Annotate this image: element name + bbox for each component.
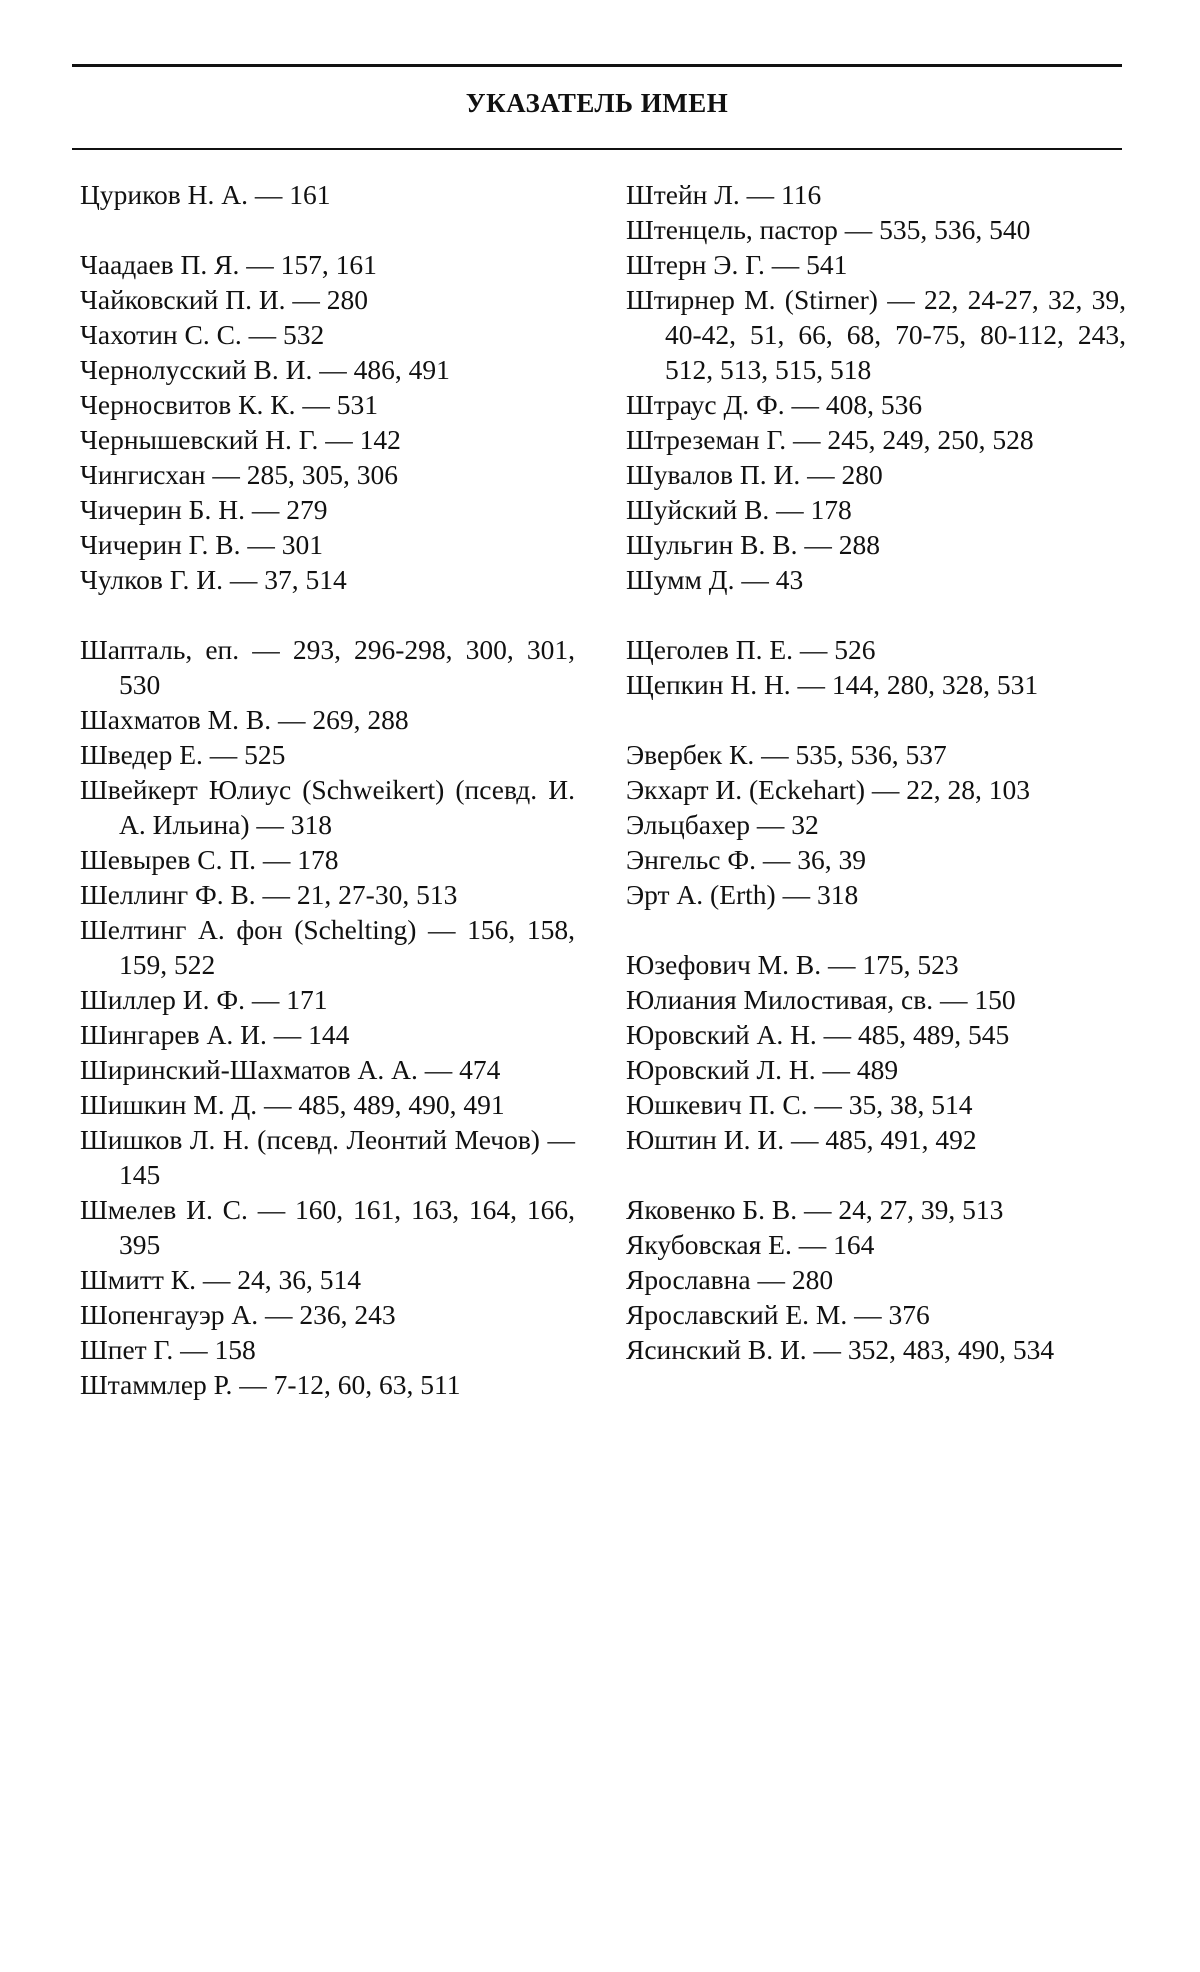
index-entry: Юровский А. Н. — 485, 489, 545 <box>626 1019 1010 1050</box>
index-column-left <box>80 177 575 1402</box>
letter-group <box>626 177 1126 597</box>
index-column-right <box>626 177 1126 1367</box>
index-entry: Юзефович М. В. — 175, 523 <box>626 949 959 980</box>
index-entry: Эрт А. (Erth) — 318 <box>626 879 859 910</box>
letter-group <box>80 632 575 1402</box>
index-entry: Черносвитов К. К. — 531 <box>80 389 378 420</box>
index-entry: Чахотин С. С. — 532 <box>80 319 325 350</box>
letter-group <box>80 177 575 212</box>
index-entry: Шеллинг Ф. В. — 21, 27-30, 513 <box>80 879 458 910</box>
header-rule <box>72 148 1122 150</box>
letter-group-gap <box>626 702 1126 737</box>
index-entry: Щепкин Н. Н. — 144, 280, 328, 531 <box>626 669 1039 700</box>
index-entry: Чичерин Г. В. — 301 <box>80 529 323 560</box>
index-entry: Шишкин М. Д. — 485, 489, 490, 491 <box>80 1089 505 1120</box>
index-entry: Энгельс Ф. — 36, 39 <box>626 844 866 875</box>
letter-group <box>80 247 575 597</box>
index-entry: Цуриков Н. А. — 161 <box>80 179 331 210</box>
index-entry: Шопенгауэр А. — 236, 243 <box>80 1299 396 1330</box>
index-entry: Шапталь, еп. — 293, 296-298, 300, 301, 530 <box>80 634 575 700</box>
letter-group-gap <box>626 912 1126 947</box>
index-entry: Шпет Г. — 158 <box>80 1334 256 1365</box>
index-entry: Штаммлер Р. — 7-12, 60, 63, 511 <box>80 1369 461 1400</box>
index-entry: Шингарев А. И. — 144 <box>80 1019 350 1050</box>
index-entry: Чернолусский В. И. — 486, 491 <box>80 354 450 385</box>
index-entry: Шмитт К. — 24, 36, 514 <box>80 1264 361 1295</box>
index-entry: Яковенко Б. В. — 24, 27, 39, 513 <box>626 1194 1004 1225</box>
index-entry: Шуйский В. — 178 <box>626 494 852 525</box>
index-entry: Чичерин Б. Н. — 279 <box>80 494 328 525</box>
index-entry: Чулков Г. И. — 37, 514 <box>80 564 347 595</box>
index-entry: Шелтинг А. фон (Schelting) — 156, 158, 159, 522 <box>80 914 575 980</box>
index-entry: Штраус Д. Ф. — 408, 536 <box>626 389 923 420</box>
letter-group-gap <box>80 597 575 632</box>
index-entry: Шахматов М. В. — 269, 288 <box>80 704 409 735</box>
index-entry: Юровский Л. Н. — 489 <box>626 1054 899 1085</box>
index-entry: Ярославский Е. М. — 376 <box>626 1299 930 1330</box>
index-entry: Ширинский-Шахматов А. А. — 474 <box>80 1054 501 1085</box>
index-entry: Юшкевич П. С. — 35, 38, 514 <box>626 1089 973 1120</box>
index-entry: Штирнер М. (Stirner) — 22, 24-27, 32, 39, 40-42, 51, 66, 68, 70-75, 80-112, 243, 512, 513, 515, 518 <box>626 284 1126 385</box>
letter-group <box>626 1192 1126 1367</box>
letter-group-gap <box>80 212 575 247</box>
index-entry: Штейн Л. — 116 <box>626 179 822 210</box>
index-entry: Ярославна — 280 <box>626 1264 834 1295</box>
index-entry: Чингисхан — 285, 305, 306 <box>80 459 398 490</box>
index-entry: Ясинский В. И. — 352, 483, 490, 534 <box>626 1334 1055 1365</box>
letter-group <box>626 737 1126 912</box>
index-entry: Юштин И. И. — 485, 491, 492 <box>626 1124 977 1155</box>
index-entry: Чернышевский Н. Г. — 142 <box>80 424 401 455</box>
index-entry: Шувалов П. И. — 280 <box>626 459 883 490</box>
index-entry: Шиллер И. Ф. — 171 <box>80 984 328 1015</box>
index-entry: Чайковский П. И. — 280 <box>80 284 369 315</box>
index-entry: Эльцбахер — 32 <box>626 809 819 840</box>
index-entry: Штерн Э. Г. — 541 <box>626 249 848 280</box>
running-head: УКАЗАТЕЛЬ ИМЕН <box>465 88 729 118</box>
index-entry: Эвербек К. — 535, 536, 537 <box>626 739 947 770</box>
letter-group <box>626 632 1126 702</box>
index-entry: Шведер Е. — 525 <box>80 739 286 770</box>
index-entry: Штреземан Г. — 245, 249, 250, 528 <box>626 424 1034 455</box>
index-entry: Экхарт И. (Eckehart) — 22, 28, 103 <box>626 774 1031 805</box>
index-entry: Шевырев С. П. — 178 <box>80 844 339 875</box>
index-entry: Юлиания Милостивая, св. — 150 <box>626 984 1016 1015</box>
index-entry: Щеголев П. Е. — 526 <box>626 634 876 665</box>
index-entry: Шульгин В. В. — 288 <box>626 529 880 560</box>
index-entry: Чаадаев П. Я. — 157, 161 <box>80 249 377 280</box>
index-entry: Швейкерт Юлиус (Schweikert) (псевд. И. А. Ильина) — 318 <box>80 774 575 840</box>
letter-group <box>626 947 1126 1157</box>
index-entry: Шишков Л. Н. (псевд. Леонтий Мечов) — 145 <box>80 1124 575 1190</box>
index-entry: Штенцель, пастор — 535, 536, 540 <box>626 214 1031 245</box>
letter-group-gap <box>626 597 1126 632</box>
index-entry: Шумм Д. — 43 <box>626 564 804 595</box>
letter-group-gap <box>626 1157 1126 1192</box>
index-entry: Шмелев И. С. — 160, 161, 163, 164, 166, 395 <box>80 1194 575 1260</box>
index-entry: Якубовская Е. — 164 <box>626 1229 875 1260</box>
top-rule <box>72 64 1122 67</box>
